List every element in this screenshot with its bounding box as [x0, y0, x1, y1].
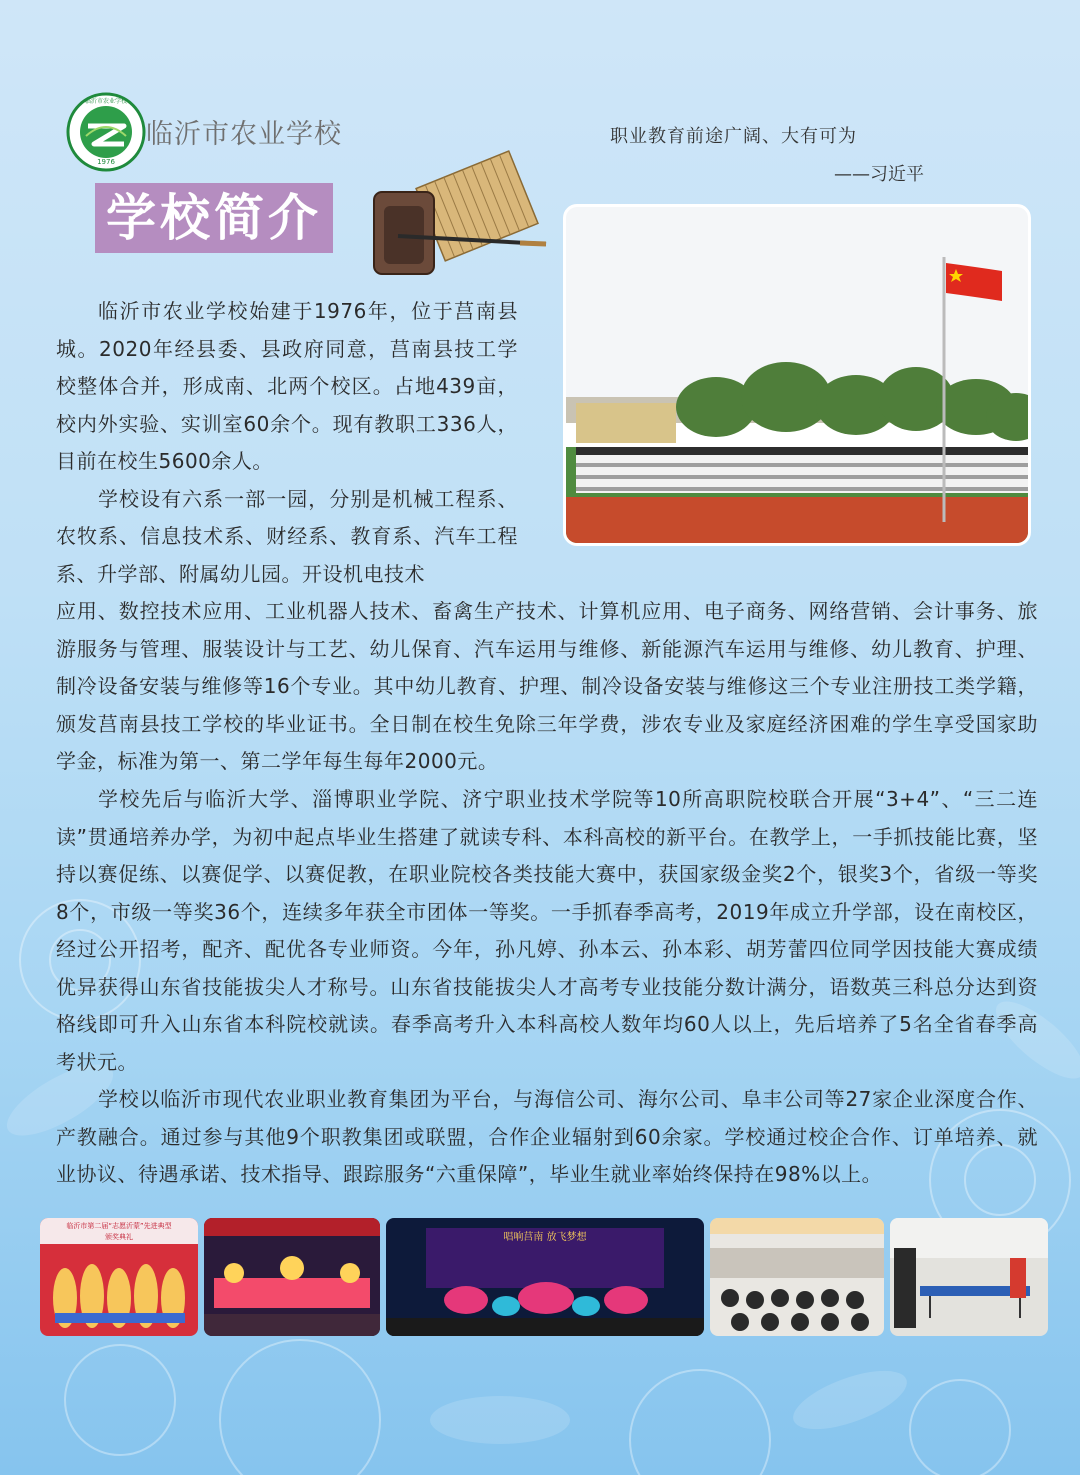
paragraph-majors: 应用、数控技术应用、工业机器人技术、畜禽生产技术、计算机应用、电子商务、网络营销、会计事务、旅游服务与管理、服装设计与工艺、幼儿保育、汽车运用与维修、新能源汽车运用与维修、幼儿教育、护理、制冷设备安装与维修等16个专业。其中幼儿教育、护理、制冷设备安装与维修这三个专业注册技工类学籍，颁发莒南县技工学校的毕业证书。全日制在校生免除三年学费，涉农专业及家庭经济困难的学生享受国家助学金，标准为第一、第二学年每生每年2000元。: [56, 599, 1038, 773]
logo-arc-text: 临沂市农业学校: [84, 98, 128, 105]
school-logo: [66, 92, 146, 172]
logo-year: 1976: [97, 158, 115, 166]
thumb1-subcaption: 颁奖典礼: [105, 1233, 133, 1241]
photo-award-ceremony: [40, 1218, 198, 1336]
paragraph-employment: 学校以临沂市现代农业职业教育集团为平台，与海信公司、海尔公司、阜丰公司等27家企业深度合作、产教融合。通过参与其他9个职教集团或联盟，合作企业辐射到60余家。学校通过校企合作、订单培养、就业协议、待遇承诺、技术指导、跟踪服务“六重保障”，毕业生就业率始终保持在98%以上。: [56, 1087, 1038, 1186]
section-title: 学校简介: [95, 183, 333, 253]
school-name: 临沂市农业学校: [146, 119, 342, 150]
photo-meeting: [710, 1218, 884, 1336]
paragraph-employment-block: [56, 1081, 1038, 1194]
bamboo-scroll-illustration: [370, 148, 550, 280]
paragraph-education: 学校先后与临沂大学、淄博职业学院、济宁职业技术学院等10所高职院校联合开展“3+4”、“三二连读”贯通培养办学，为初中起点毕业生搭建了就读专科、本科高校的新平台。在教学上，一手抓技能比赛，坚持以赛促练、以赛促学、以赛促教，在职业院校各类技能大赛中，获国家级金奖2个，银奖3个，省级一等奖8个，市级一等奖36个，连续多年获全市团体一等奖。一手抓春季高考，2019年成立升学部，设在南校区，经过公开招考，配齐、配优各专业师资。今年，孙凡婷、孙本云、孙本彩、胡芳蕾四位同学因技能大赛成绩优异获得山东省技能拔尖人才称号。山东省技能拔尖人才高考专业技能分数计满分，语数英三科总分达到资格线即可升入山东省本科院校就读。春季高考升入本科高校人数年均60人以上，先后培养了5名全省春季高考状元。: [56, 787, 1038, 1074]
main-photo-assembly: [563, 204, 1031, 546]
thumb3-caption: 唱响莒南 放飞梦想: [503, 1232, 587, 1243]
quote-author: ——习近平: [834, 164, 924, 185]
photo-new-year-gala: [204, 1218, 380, 1336]
paragraph-history: 临沂市农业学校始建于1976年，位于莒南县城。2020年经县委、县政府同意，莒南县技工学校整体合并，形成南、北两个校区。占地439亩，校内外实验、实训室60余个。现有教职工336人，目前在校生5600余人。: [56, 299, 518, 473]
quote-text: 职业教育前途广阔、大有可为: [610, 126, 857, 147]
photo-stage-performance: [386, 1218, 704, 1336]
intro-text-narrow: [56, 293, 518, 593]
thumb1-caption: 临沂市第二届“志愿沂蒙”先进典型: [66, 1222, 172, 1230]
photo-table-tennis: [890, 1218, 1048, 1336]
paragraph-education-block: [56, 781, 1038, 1081]
paragraph-departments: 学校设有六系一部一园，分别是机械工程系、农牧系、信息技术系、财经系、教育系、汽车工程系、升学部、附属幼儿园。开设机电技术: [56, 486, 518, 586]
